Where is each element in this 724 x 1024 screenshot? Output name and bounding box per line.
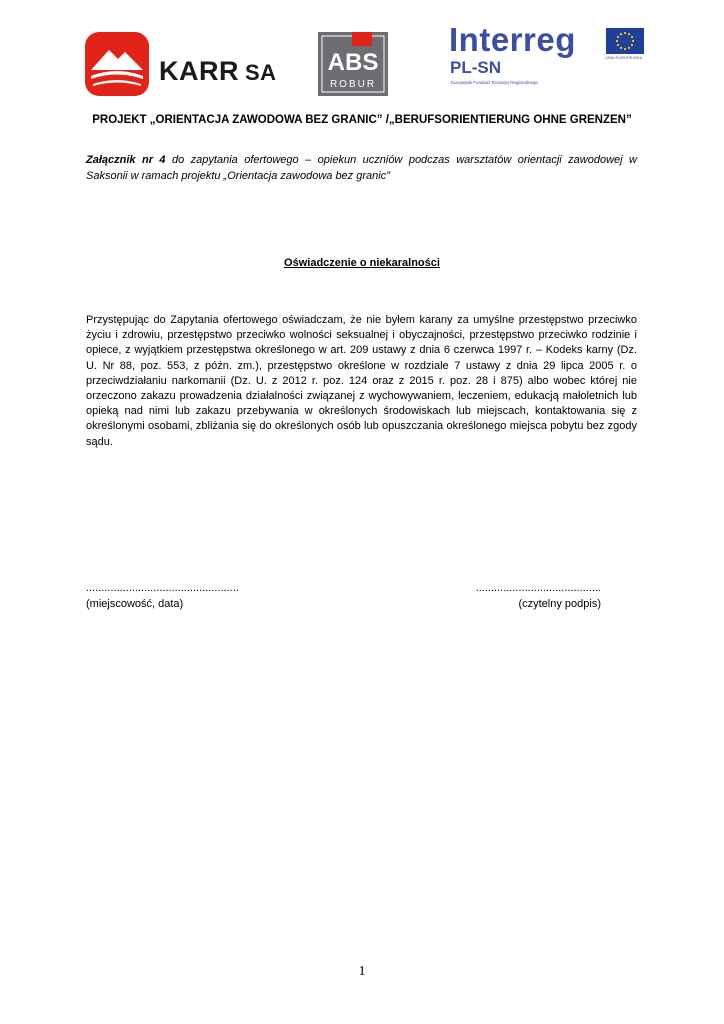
svg-text:ROBUR: ROBUR <box>329 79 377 90</box>
header-logos <box>0 0 724 100</box>
interreg-fund: Europejski Fundusz Rozwoju Regionalnego <box>451 80 539 85</box>
declaration-body: Przystępując do Zapytania ofertowego oświadczam, że nie byłem karany za umyślne przestępstwo przeciwko życiu i zdrowiu, przestępstwo przeciwko wolności seksualnej i obyczajności, przestępstwo przeciwko rodzinie i opiece, z wyjątkiem przestępstwa określonego w art. 209 ustawy z dnia 6 czerwca 1997 r. – Kodeks karny (Dz. U. Nr 88, poz. 553, z późn. zm.), przestępstwo określone w rozdziale 7 ustawy z dnia 29 lipca 2005 r. o przeciwdziałaniu narkomanii (Dz. U. z 2012 r. poz. 124 oraz z 2015 r. poz. 28 i 875) albo wobec której nie orzeczono zakazu prowadzenia działalności związanej z wychowywaniem, leczeniem, edukacją małoletnich lub opieką nad nimi lub zakazu przebywania w określonych środowiskach lub miejscach, kontaktowania się z określonymi osobami, zbliżania się do określonych osób lub opuszczania określonego miejsca pobytu bez zgody sądu. <box>86 314 637 448</box>
interreg-logo <box>447 20 657 92</box>
attachment-text: do zapytania ofertowego – opiekun uczniów podczas warsztatów orientacji zawodowej w Saksonii w ramach projektu „Orientacja zawodowa bez granic” <box>86 154 637 182</box>
place-date-label: (miejscowość, data) <box>86 598 184 610</box>
project-title: PROJEKT „ORIENTACJA ZAWODOWA BEZ GRANIC” /„BERUFSORIENTIERUNG OHNE GRENZEN” <box>92 114 632 126</box>
svg-text:ABS: ABS <box>327 49 379 76</box>
attachment-note <box>86 152 637 184</box>
signature-field <box>470 580 601 612</box>
karr-logo <box>85 32 285 96</box>
karr-mountain-icon <box>85 32 149 96</box>
declaration-title: Oświadczenie o niekaralności <box>284 257 440 269</box>
eu-flag-icon <box>606 28 644 54</box>
interreg-region: PL-SN <box>450 58 501 77</box>
abs-robur-logo <box>318 32 388 96</box>
signature-label: (czytelny podpis) <box>518 598 601 610</box>
eu-label: UNIA EUROPEJSKA <box>605 55 643 60</box>
page-number: 1 <box>358 964 366 979</box>
place-date-signature <box>86 580 239 612</box>
place-date-dots: .................................................. <box>86 582 239 594</box>
karr-wordmark: KARR SA <box>159 56 277 86</box>
interreg-wordmark: Interreg <box>449 21 576 58</box>
attachment-label: Załącznik nr 4 <box>86 154 166 166</box>
signature-dots: ......................................... <box>475 582 601 594</box>
